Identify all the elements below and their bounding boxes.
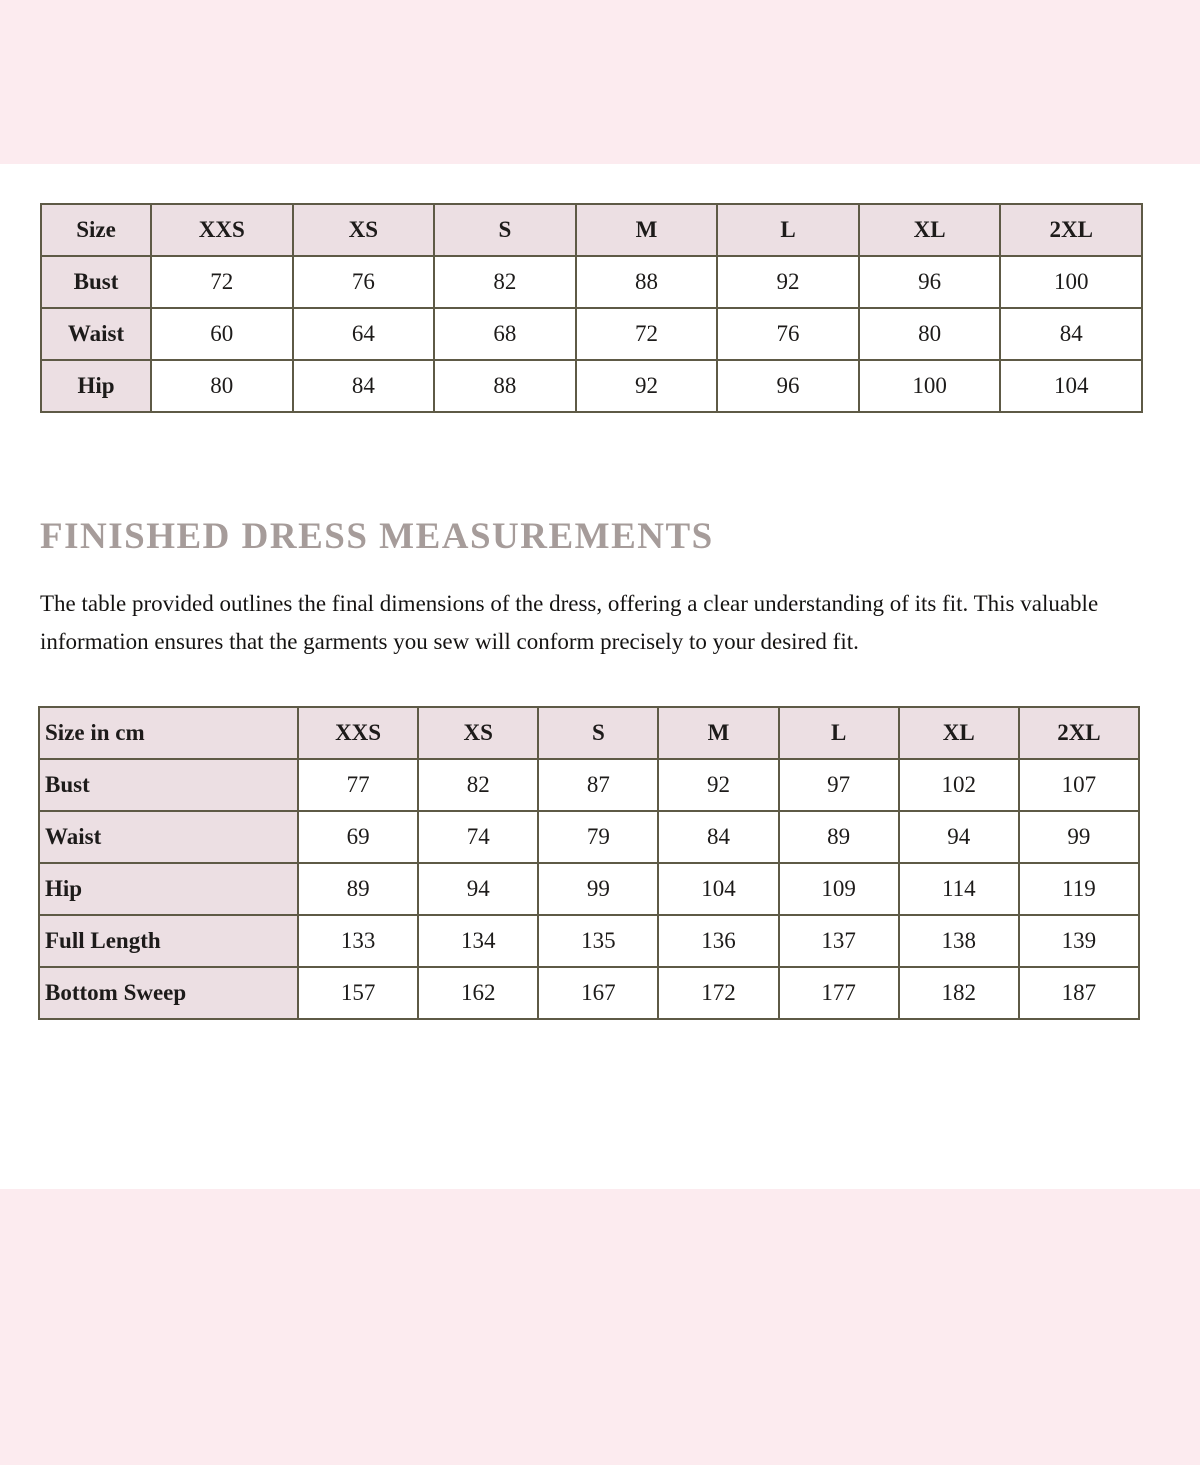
measurement-value-cell: 172	[658, 967, 778, 1019]
measurement-value-cell: 99	[1019, 811, 1139, 863]
size-column-header-cell: XXS	[298, 707, 418, 759]
measurement-value-cell: 68	[434, 308, 576, 360]
measurement-value-cell: 119	[1019, 863, 1139, 915]
size-column-header-cell: XS	[293, 204, 435, 256]
size-label-header-cell: Size	[41, 204, 151, 256]
measurement-value-cell: 100	[1000, 256, 1142, 308]
measurement-value-cell: 72	[576, 308, 718, 360]
measurement-value-cell: 80	[859, 308, 1001, 360]
measurement-row	[39, 759, 1139, 811]
size-column-header-cell: 2XL	[1000, 204, 1142, 256]
section-paragraph: The table provided outlines the final dimensions of the dress, offering a clear understanding of its fit. This valuable information ensures that the garments you sew will conform precisely to your desired fit.	[40, 591, 1099, 654]
measurement-value-cell: 102	[899, 759, 1019, 811]
size-column-header-cell: XL	[859, 204, 1001, 256]
measurement-value-cell: 97	[779, 759, 899, 811]
measurement-value-cell: 82	[434, 256, 576, 308]
size-column-header-cell: S	[538, 707, 658, 759]
measurement-row	[39, 863, 1139, 915]
measurement-value-cell: 96	[859, 256, 1001, 308]
measurement-value-cell: 92	[576, 360, 718, 412]
measurement-value-cell: 167	[538, 967, 658, 1019]
measurement-value-cell: 135	[538, 915, 658, 967]
measurement-row	[39, 915, 1139, 967]
body-measurements-table	[40, 203, 1143, 413]
row-label-cell: Waist	[39, 811, 298, 863]
measurement-value-cell: 88	[576, 256, 718, 308]
measurement-value-cell: 114	[899, 863, 1019, 915]
measurement-value-cell: 104	[658, 863, 778, 915]
measurement-value-cell: 76	[293, 256, 435, 308]
measurement-value-cell: 64	[293, 308, 435, 360]
measurement-value-cell: 84	[1000, 308, 1142, 360]
measurement-value-cell: 79	[538, 811, 658, 863]
measurement-value-cell: 109	[779, 863, 899, 915]
measurement-value-cell: 60	[151, 308, 293, 360]
size-column-header-cell: S	[434, 204, 576, 256]
header-row	[39, 707, 1139, 759]
measurement-value-cell: 82	[418, 759, 538, 811]
size-column-header-cell: M	[576, 204, 718, 256]
measurement-value-cell: 134	[418, 915, 538, 967]
measurement-value-cell: 133	[298, 915, 418, 967]
top-pink-band	[0, 0, 1200, 164]
header-row	[41, 204, 1142, 256]
measurement-value-cell: 76	[717, 308, 859, 360]
measurement-value-cell: 87	[538, 759, 658, 811]
size-column-header-cell: XXS	[151, 204, 293, 256]
measurement-value-cell: 94	[899, 811, 1019, 863]
size-column-header-cell: XL	[899, 707, 1019, 759]
measurement-value-cell: 139	[1019, 915, 1139, 967]
row-label-cell: Hip	[41, 360, 151, 412]
measurement-value-cell: 99	[538, 863, 658, 915]
measurement-row	[41, 308, 1142, 360]
size-column-header-cell: L	[717, 204, 859, 256]
measurement-value-cell: 77	[298, 759, 418, 811]
measurement-value-cell: 104	[1000, 360, 1142, 412]
finished-dress-measurements-table	[38, 706, 1140, 1020]
measurement-value-cell: 96	[717, 360, 859, 412]
measurement-value-cell: 107	[1019, 759, 1139, 811]
row-label-cell: Bottom Sweep	[39, 967, 298, 1019]
page-content	[0, 203, 1200, 1189]
section-heading: FINISHED DRESS MEASUREMENTS	[40, 516, 714, 557]
measurement-value-cell: 94	[418, 863, 538, 915]
measurement-value-cell: 162	[418, 967, 538, 1019]
measurement-row	[41, 360, 1142, 412]
measurement-value-cell: 137	[779, 915, 899, 967]
row-label-cell: Hip	[39, 863, 298, 915]
measurement-value-cell: 89	[779, 811, 899, 863]
measurement-value-cell: 182	[899, 967, 1019, 1019]
measurement-row	[39, 811, 1139, 863]
measurement-value-cell: 92	[658, 759, 778, 811]
measurement-value-cell: 187	[1019, 967, 1139, 1019]
size-column-header-cell: L	[779, 707, 899, 759]
measurement-value-cell: 84	[293, 360, 435, 412]
bottom-pink-band	[0, 1189, 1200, 1465]
row-label-cell: Bust	[39, 759, 298, 811]
measurement-value-cell: 138	[899, 915, 1019, 967]
measurement-value-cell: 84	[658, 811, 778, 863]
measurement-value-cell: 89	[298, 863, 418, 915]
row-label-cell: Bust	[41, 256, 151, 308]
size-column-header-cell: 2XL	[1019, 707, 1139, 759]
row-label-cell: Waist	[41, 308, 151, 360]
size-column-header-cell: M	[658, 707, 778, 759]
measurement-value-cell: 136	[658, 915, 778, 967]
size-column-header-cell: XS	[418, 707, 538, 759]
measurement-row	[41, 256, 1142, 308]
measurement-value-cell: 80	[151, 360, 293, 412]
measurement-value-cell: 88	[434, 360, 576, 412]
measurement-row	[39, 967, 1139, 1019]
measurement-value-cell: 72	[151, 256, 293, 308]
measurement-value-cell: 92	[717, 256, 859, 308]
measurement-value-cell: 74	[418, 811, 538, 863]
size-label-header-cell: Size in cm	[39, 707, 298, 759]
measurement-value-cell: 177	[779, 967, 899, 1019]
measurement-value-cell: 100	[859, 360, 1001, 412]
measurement-value-cell: 157	[298, 967, 418, 1019]
measurement-value-cell: 69	[298, 811, 418, 863]
row-label-cell: Full Length	[39, 915, 298, 967]
